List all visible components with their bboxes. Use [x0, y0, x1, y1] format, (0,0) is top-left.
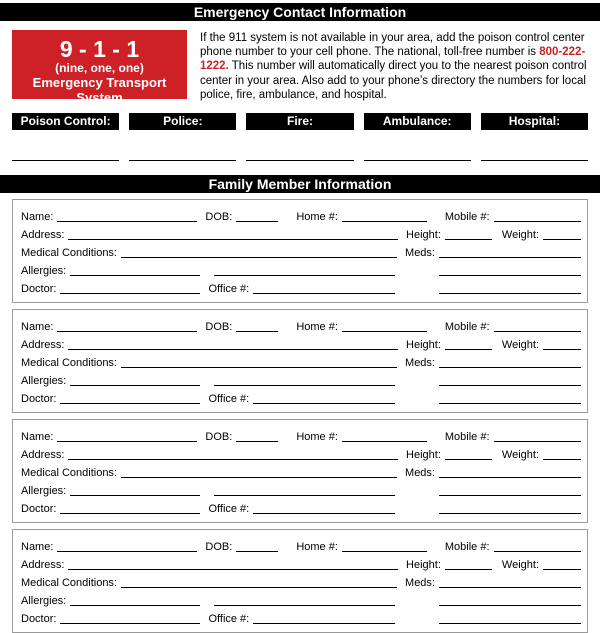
office-phone-field[interactable]: [253, 400, 395, 404]
name-field[interactable]: [57, 548, 197, 552]
medical-conditions-field[interactable]: [121, 584, 397, 588]
allergies-label: Allergies:: [21, 265, 67, 278]
height-label: Height:: [406, 449, 441, 462]
meds-extra-field-2[interactable]: [439, 400, 581, 404]
instructions-paragraph: [200, 30, 588, 102]
member-row-allergies: [21, 260, 581, 278]
family-section-title: Family Member Information: [0, 175, 600, 193]
mobile-phone-label: Mobile #:: [444, 211, 490, 224]
family-member-block: [12, 419, 588, 523]
dob-label: DOB:: [205, 541, 233, 554]
home-phone-label: Home #:: [296, 541, 338, 554]
member-row-medical: [21, 462, 581, 480]
office-phone-label: Office #:: [208, 283, 250, 296]
hospital-field[interactable]: [481, 159, 588, 161]
office-phone-label: Office #:: [208, 393, 250, 406]
hospital-label: Hospital:: [481, 113, 588, 130]
member-row-address: [21, 444, 581, 462]
911-phonetic: (nine, one, one): [55, 61, 144, 75]
meds-label: Meds:: [405, 467, 435, 480]
meds-field[interactable]: [439, 474, 581, 478]
member-row-doctor: [21, 498, 581, 516]
meds-extra-field-1[interactable]: [439, 492, 581, 496]
doctor-field[interactable]: [60, 400, 200, 404]
address-label: Address:: [21, 339, 65, 352]
fire-field[interactable]: [246, 159, 353, 161]
weight-field[interactable]: [543, 566, 581, 570]
height-field[interactable]: [445, 566, 492, 570]
member-row-address: [21, 554, 581, 572]
allergies-label: Allergies:: [21, 485, 67, 498]
home-phone-label: Home #:: [296, 211, 338, 224]
allergies-label: Allergies:: [21, 595, 67, 608]
dob-field[interactable]: [236, 548, 278, 552]
address-label: Address:: [21, 229, 65, 242]
name-label: Name:: [21, 211, 54, 224]
dob-field[interactable]: [236, 438, 278, 442]
name-field[interactable]: [57, 328, 197, 332]
address-label: Address:: [21, 559, 65, 572]
member-row-doctor: [21, 278, 581, 296]
member-row-medical: [21, 352, 581, 370]
meds-extra-field-1[interactable]: [439, 602, 581, 606]
ambulance-label: Ambulance:: [364, 113, 471, 130]
home-phone-label: Home #:: [296, 321, 338, 334]
name-field[interactable]: [57, 438, 197, 442]
member-row-address: [21, 224, 581, 242]
name-field[interactable]: [57, 218, 197, 222]
dob-label: DOB:: [205, 321, 233, 334]
office-phone-label: Office #:: [208, 613, 250, 626]
poison-control-label: Poison Control:: [12, 113, 119, 130]
allergies-field[interactable]: [70, 382, 200, 386]
medical-conditions-field[interactable]: [121, 364, 397, 368]
allergies-extra-field[interactable]: [214, 492, 395, 496]
mobile-phone-field[interactable]: [494, 328, 581, 332]
police-field[interactable]: [129, 159, 236, 161]
address-field[interactable]: [68, 566, 398, 570]
allergies-field[interactable]: [70, 602, 200, 606]
page-title: Emergency Contact Information: [0, 3, 600, 21]
office-phone-field[interactable]: [253, 290, 395, 294]
office-phone-field[interactable]: [253, 620, 395, 624]
office-phone-label: Office #:: [208, 503, 250, 516]
allergies-extra-field[interactable]: [214, 272, 395, 276]
allergies-label: Allergies:: [21, 375, 67, 388]
member-row-identity: [21, 426, 581, 444]
meds-field[interactable]: [439, 364, 581, 368]
member-row-medical: [21, 242, 581, 260]
member-row-doctor: [21, 608, 581, 626]
mobile-phone-label: Mobile #:: [444, 541, 490, 554]
meds-extra-field-1[interactable]: [439, 272, 581, 276]
allergies-field[interactable]: [70, 272, 200, 276]
member-row-identity: [21, 316, 581, 334]
name-label: Name:: [21, 431, 54, 444]
meds-label: Meds:: [405, 577, 435, 590]
family-member-block: [12, 199, 588, 303]
meds-label: Meds:: [405, 357, 435, 370]
home-phone-field[interactable]: [342, 548, 427, 552]
mobile-phone-field[interactable]: [494, 218, 581, 222]
dob-label: DOB:: [205, 211, 233, 224]
weight-field[interactable]: [543, 236, 581, 240]
allergies-extra-field[interactable]: [214, 602, 395, 606]
fire-label: Fire:: [246, 113, 353, 130]
doctor-label: Doctor:: [21, 393, 57, 406]
doctor-label: Doctor:: [21, 613, 57, 626]
member-row-doctor: [21, 388, 581, 406]
emergency-contacts-row: [12, 113, 588, 130]
height-field[interactable]: [445, 456, 492, 460]
medical-conditions-field[interactable]: [121, 474, 397, 478]
meds-field[interactable]: [439, 254, 581, 258]
member-row-identity: [21, 536, 581, 554]
meds-field[interactable]: [439, 584, 581, 588]
doctor-label: Doctor:: [21, 283, 57, 296]
allergies-extra-field[interactable]: [214, 382, 395, 386]
mobile-phone-field[interactable]: [494, 548, 581, 552]
height-field[interactable]: [445, 346, 492, 350]
medical-conditions-label: Medical Conditions:: [21, 247, 117, 260]
home-phone-field[interactable]: [342, 438, 427, 442]
emergency-contacts-write-in-row: [12, 159, 588, 161]
dob-field[interactable]: [236, 328, 278, 332]
member-row-identity: [21, 206, 581, 224]
family-member-blocks: [0, 199, 600, 633]
address-field[interactable]: [68, 346, 398, 350]
medical-conditions-field[interactable]: [121, 254, 397, 258]
dob-label: DOB:: [205, 431, 233, 444]
911-box: [12, 30, 187, 105]
name-label: Name:: [21, 321, 54, 334]
address-label: Address:: [21, 449, 65, 462]
dob-field[interactable]: [236, 218, 278, 222]
member-row-allergies: [21, 480, 581, 498]
address-field[interactable]: [68, 236, 398, 240]
meds-extra-field-2[interactable]: [439, 620, 581, 624]
doctor-label: Doctor:: [21, 503, 57, 516]
family-member-block: [12, 529, 588, 633]
weight-field[interactable]: [543, 346, 581, 350]
office-phone-field[interactable]: [253, 510, 395, 514]
weight-label: Weight:: [501, 449, 539, 462]
doctor-field[interactable]: [60, 620, 200, 624]
police-label: Police:: [129, 113, 236, 130]
weight-label: Weight:: [501, 339, 539, 352]
emergency-info-section: [12, 30, 588, 105]
meds-label: Meds:: [405, 247, 435, 260]
address-field[interactable]: [68, 456, 398, 460]
weight-label: Weight:: [501, 229, 539, 242]
home-phone-field[interactable]: [342, 328, 427, 332]
home-phone-field[interactable]: [342, 218, 427, 222]
height-label: Height:: [406, 339, 441, 352]
911-subtitle: Emergency Transport System: [32, 75, 167, 105]
poison-control-phone-number: 800-222-1222.: [200, 46, 586, 73]
911-number: 9 - 1 - 1: [59, 36, 140, 62]
doctor-field[interactable]: [60, 290, 200, 294]
member-row-medical: [21, 572, 581, 590]
family-member-block: [12, 309, 588, 413]
height-label: Height:: [406, 229, 441, 242]
member-row-allergies: [21, 370, 581, 388]
mobile-phone-label: Mobile #:: [444, 431, 490, 444]
height-label: Height:: [406, 559, 441, 572]
medical-conditions-label: Medical Conditions:: [21, 577, 117, 590]
meds-extra-field-1[interactable]: [439, 382, 581, 386]
weight-label: Weight:: [501, 559, 539, 572]
home-phone-label: Home #:: [296, 431, 338, 444]
mobile-phone-label: Mobile #:: [444, 321, 490, 334]
medical-conditions-label: Medical Conditions:: [21, 467, 117, 480]
instructions-text-after: This number will automatically direct you to the nearest poison control center in your area. Also add to your phone’s directory the numbers for local police, fire, ambulance, and hospital.: [200, 60, 587, 101]
poison-control-field[interactable]: [12, 159, 119, 161]
medical-conditions-label: Medical Conditions:: [21, 357, 117, 370]
mobile-phone-field[interactable]: [494, 438, 581, 442]
weight-field[interactable]: [543, 456, 581, 460]
ambulance-field[interactable]: [364, 159, 471, 161]
member-row-address: [21, 334, 581, 352]
name-label: Name:: [21, 541, 54, 554]
instructions-text-before: If the 911 system is not available in your area, add the poison control center phone number to your cell phone. The national, toll-free number is: [200, 32, 585, 59]
height-field[interactable]: [445, 236, 492, 240]
doctor-field[interactable]: [60, 510, 200, 514]
allergies-field[interactable]: [70, 492, 200, 496]
member-row-allergies: [21, 590, 581, 608]
meds-extra-field-2[interactable]: [439, 510, 581, 514]
meds-extra-field-2[interactable]: [439, 290, 581, 294]
